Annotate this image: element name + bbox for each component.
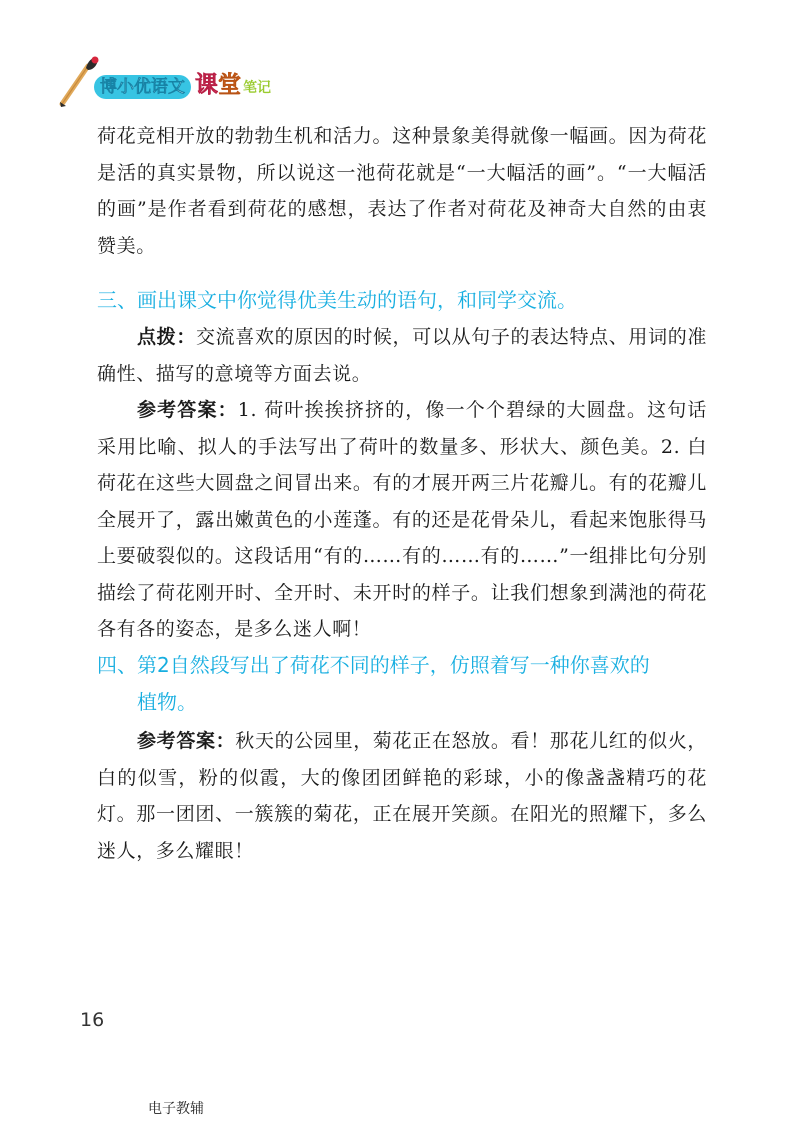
brand-small: 笔记 [243,80,271,96]
tip-label: 点拨： [137,326,196,348]
answer-1-text: 1. 荷叶挨挨挤挤的，像一个个碧绿的大圆盘。这句话采用比喻、拟人的手法写出了荷叶的数量多、形状大、颜色美。2. 白荷花在这些大圆盘之间冒出来。有的才展开两三片花瓣儿。有的花瓣儿全展开了，露出嫩黄色的小莲蓬。有的还是花骨朵儿，看起来饱胀得马上要破裂似的。这段话用“有的……有的……有的……”一组排比句分别描绘了荷花刚开时、全开时、未开时的样子。让我们想象到满池的荷花各有各的姿态，是多么迷人啊！ [97,399,707,640]
question-4-line1: 四、第2自然段写出了荷花不同的样子，仿照着写一种你喜欢的 [97,653,650,677]
page-number: 16 [80,1009,105,1031]
answer-2-paragraph [97,723,707,869]
tip-paragraph [97,319,707,392]
answer-2-label: 参考答案： [137,730,236,752]
brand-big: 课 [195,72,218,98]
page-header [58,52,378,108]
footer-text: 电子教辅 [148,1101,204,1117]
brand-title [94,70,271,103]
question-4-line2: 植物。 [137,690,197,714]
paragraph-intro: 荷花竞相开放的勃勃生机和活力。这种景象美得就像一幅画。因为荷花是活的真实景物，所以说这一池荷花就是“一大幅活的画”。“一大幅活的画”是作者看到荷花的感想，表达了作者对荷花及神奇大自然的由衷赞美。 [97,125,707,257]
question-4-heading [97,647,707,721]
brand-main: 博小优语文 [94,75,191,99]
answer-2-text: 秋天的公园里，菊花正在怒放。看！那花儿红的似火，白的似雪，粉的似霞，大的像团团鲜艳的彩球，小的像盏盏精巧的花灯。那一团团、一簇簇的菊花，正在展开笑颜。在阳光的照耀下，多么迷人，多么耀眼！ [97,730,707,862]
tip-text: 交流喜欢的原因的时候，可以从句子的表达特点、用词的准确性、描写的意境等方面去说。 [97,326,707,385]
answer-1-paragraph [97,392,707,648]
answer-1-label: 参考答案： [137,399,238,421]
brand-big2: 堂 [218,72,241,98]
question-3-heading: 三、画出课文中你觉得优美生动的语句，和同学交流。 [97,288,577,312]
